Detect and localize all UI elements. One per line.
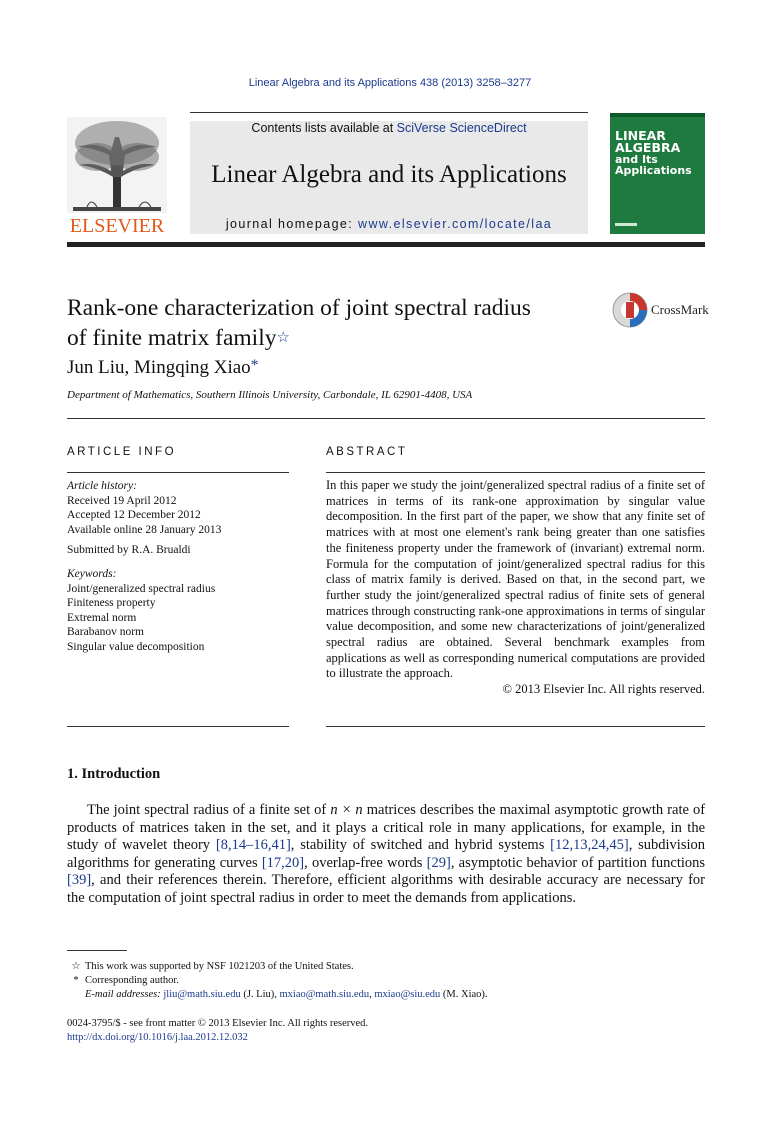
journal-name: Linear Algebra and its Applications: [211, 161, 567, 188]
corresponding-author-mark[interactable]: *: [250, 357, 259, 374]
keyword-item: Barabanov norm: [67, 626, 144, 638]
email-label: E-mail addresses:: [85, 989, 161, 1000]
crossmark-label: CrossMark: [651, 302, 709, 317]
section-heading-introduction: 1. Introduction: [67, 766, 161, 782]
doi-link[interactable]: http://dx.doi.org/10.1016/j.laa.2012.12.032: [67, 1032, 248, 1043]
footnote-funding: [67, 960, 354, 974]
citation-link[interactable]: [8,14–16,41]: [215, 837, 291, 854]
keyword-item: Joint/generalized spectral radius: [67, 582, 216, 595]
keyword-item: Singular value decomposition: [67, 640, 205, 653]
journal-cover[interactable]: [610, 113, 705, 234]
article-info-bottom-rule: [67, 726, 289, 727]
cover-footer-mark: [615, 223, 637, 226]
email-owner: (M. Xiao).: [442, 989, 488, 1000]
title-footnote-mark[interactable]: ☆: [276, 330, 290, 346]
article-title: [67, 293, 597, 353]
journal-homepage-line: [190, 217, 588, 231]
article-info-rule: [67, 472, 289, 473]
cover-line1: LINEAR: [615, 128, 666, 143]
crossmark-icon: [612, 292, 648, 328]
footnote-rule: [67, 950, 127, 951]
history-label: Article history:: [67, 480, 137, 492]
sciverse-link[interactable]: SciVerse ScienceDirect: [396, 121, 527, 135]
cover-line4: Applications: [615, 164, 692, 177]
submitted-by: Submitted by R.A. Brualdi: [67, 544, 191, 556]
email-owner: (J. Liu),: [243, 989, 277, 1000]
abstract-bottom-rule: [326, 726, 705, 727]
intro-text: The joint spectral radius of a finite set of: [87, 802, 327, 818]
citation-link[interactable]: [39]: [67, 872, 92, 889]
title-bottom-rule: [67, 418, 705, 419]
history-accepted: Accepted 12 December 2012: [67, 509, 201, 521]
footnote-mark: ☆: [71, 961, 81, 972]
keyword-item: Extremal norm: [67, 611, 137, 624]
footnote-text: Corresponding author.: [85, 975, 179, 986]
inline-math: n × n: [330, 802, 363, 818]
homepage-prefix: journal homepage:: [225, 217, 354, 231]
footnote-corresponding: [67, 974, 179, 988]
title-line2-wrap: [67, 323, 597, 353]
abstract-rule: [326, 472, 705, 473]
intro-text: , overlap-free words: [304, 854, 423, 871]
article-history: [67, 479, 289, 537]
contents-prefix: Contents lists available at: [251, 121, 394, 135]
homepage-link[interactable]: www.elsevier.com/locate/laa: [358, 217, 553, 231]
intro-text: , subdivision algorithms for generating curves: [67, 837, 706, 871]
keyword-item: Finiteness property: [67, 597, 156, 609]
intro-text: , asymptotic behavior of partition functions: [450, 854, 706, 871]
email-link[interactable]: mxiao@siu.edu: [374, 989, 441, 1000]
history-online: Available online 28 January 2013: [67, 523, 222, 536]
cover-line2: ALGEBRA: [615, 140, 681, 155]
citation-link[interactable]: [29]: [426, 854, 451, 871]
article-info-heading: ARTICLE INFO: [67, 446, 177, 458]
introduction-paragraph: [67, 802, 705, 908]
title-line1: Rank-one characterization of joint spectral radius: [67, 295, 531, 321]
citation-link[interactable]: [12,13,24,45]: [550, 837, 629, 854]
crossmark-badge[interactable]: [612, 292, 712, 328]
keywords: [67, 567, 289, 654]
keywords-label: Keywords:: [67, 568, 117, 580]
history-received: Received 19 April 2012: [67, 494, 177, 507]
intro-text: , and their references therein. Therefore, efficient algorithms with desirable accuracy are necessary for the computation of joint spectral radius in order to meet the demands from applications.: [67, 872, 705, 906]
abstract-text: In this paper we study the joint/generalized spectral radius of a finite set of matrices in terms of its rank-one approximation by singular value decomposition. In the first part of the paper, we show that any finite set of matrices with at most one element's rank being greater than one satisfies the finiteness property under the framework of (invariant) extremal norm. Formula for the computation of joint/generalized spectral radius for this class of matrix family is derived. Based on that, in the second part, we further study the joint/generalized spectral radius of finite sets of general matrices through constructing rank-one approximations in terms of singular value decomposition, and some new characterizations of joint/generalized spectral radius are obtained. Several benchmark examples from applications as well as corresponding numerical computations are provided to illustrate the approach.: [326, 478, 705, 681]
footnote-mark: *: [73, 975, 79, 986]
title-line2: of finite matrix family: [67, 325, 277, 351]
footnote-emails: E-mail addresses: jliu@math.siu.edu (J. Liu), mxiao@math.siu.edu, mxiao@siu.edu (M. Xiao).: [85, 989, 488, 1000]
header-top-rule: [190, 112, 588, 113]
email-link[interactable]: mxiao@math.siu.edu: [279, 989, 370, 1000]
cover-title: [615, 130, 692, 176]
abstract-heading: ABSTRACT: [326, 446, 408, 458]
intro-text: , stability of switched and hybrid systems: [290, 837, 545, 854]
elsevier-wordmark: ELSEVIER: [69, 215, 165, 237]
footnote-text: This work was supported by NSF 1021203 of the United States.: [85, 961, 354, 972]
author-list: [67, 357, 259, 379]
issn-line: 0024-3795/$ - see front matter © 2013 Elsevier Inc. All rights reserved.: [67, 1018, 369, 1029]
affiliation: Department of Mathematics, Southern Illinois University, Carbondale, IL 62901-4408, USA: [67, 389, 473, 401]
cover-stripe: [610, 113, 705, 117]
citation-link[interactable]: [17,20]: [261, 854, 305, 871]
cover-line3: and Its: [615, 153, 658, 166]
abstract-copyright: © 2013 Elsevier Inc. All rights reserved.: [502, 682, 705, 697]
authors-names: Jun Liu, Mingqing Xiao: [67, 357, 251, 378]
email-link[interactable]: jliu@math.siu.edu: [163, 989, 241, 1000]
header-thick-rule: [67, 242, 705, 247]
contents-lists-line: [190, 121, 588, 135]
abstract-body: [326, 478, 705, 698]
intro-text: matrices describes the maximal asymptotic growth rate of products of matrices taken in the set, and it plays a critical role in many applications, for example, in the study of wavelet theory: [67, 802, 706, 854]
journal-citation[interactable]: Linear Algebra and its Applications 438 (2013) 3258–3277: [248, 77, 532, 89]
